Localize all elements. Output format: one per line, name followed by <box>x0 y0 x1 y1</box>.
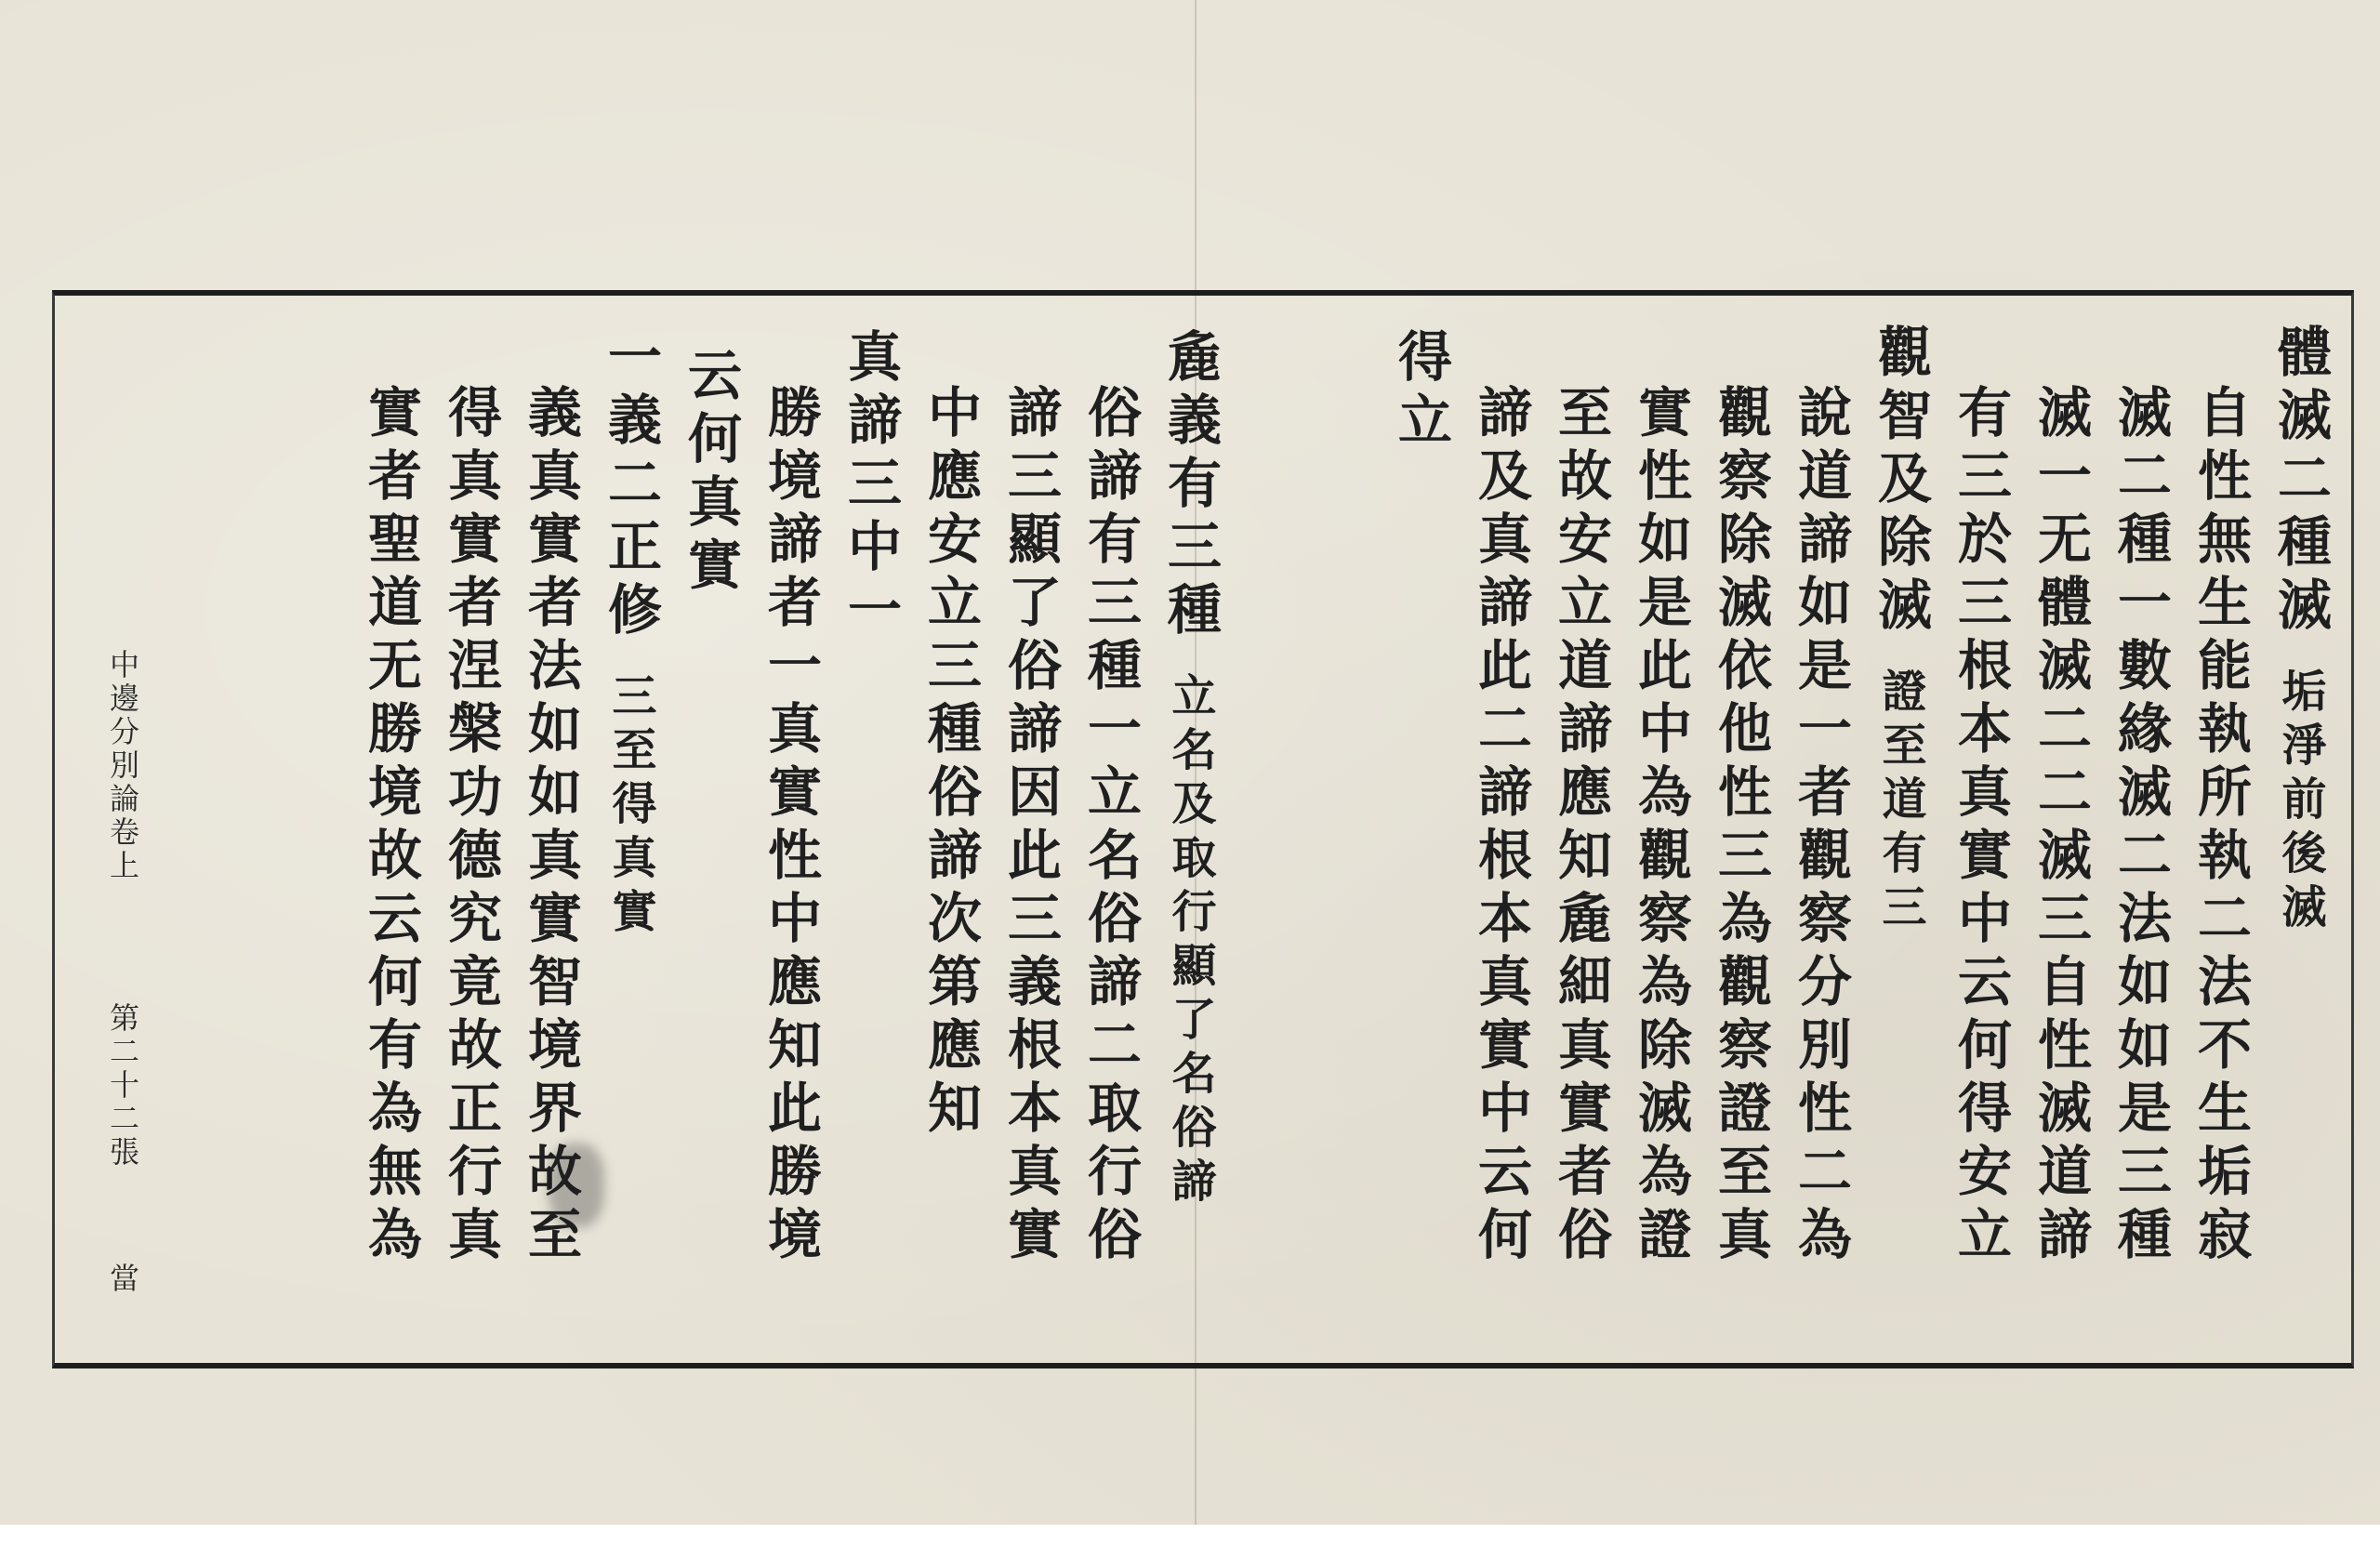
main-text: 一義二正修 <box>599 328 662 644</box>
text-column: 中應安立三種俗諦次第應知 <box>919 384 982 1143</box>
margin-mark: 當 <box>105 1263 140 1296</box>
text-column: 實者聖道无勝境故云何有為無為 <box>359 384 422 1269</box>
margin-title: 中邊分別論卷上 <box>105 649 140 883</box>
main-text: 體滅二種滅 <box>2268 324 2332 640</box>
bottom-strip <box>0 1525 2380 1547</box>
text-column: 俗諦有三種一立名俗諦二取行俗 <box>1078 384 1142 1269</box>
text-column: 云何真實 <box>679 347 742 600</box>
main-text: 觀智及除滅 <box>1869 324 1932 640</box>
main-text: 麁義有三種 <box>1158 328 1222 644</box>
text-column: 諦及真諦此二諦根本真實中云何 <box>1469 384 1532 1269</box>
text-column: 自性無生能執所執二法不生垢寂 <box>2188 384 2252 1269</box>
note-text: 證至道有三 <box>1874 668 1926 937</box>
text-column: 有三於三根本真實中云何得安立 <box>1949 384 2012 1269</box>
print-frame <box>52 290 2354 1368</box>
text-column: 諦三顯了俗諦因此三義根本真實 <box>998 384 1062 1269</box>
text-column: 實性如是此中為觀察為除滅為證 <box>1629 384 1692 1269</box>
note-text: 立名及取行顯了名俗諦 <box>1164 672 1216 1211</box>
text-column: 義真實者法如如真實智境界故至 <box>519 384 582 1269</box>
text-column: 觀察除滅依他性三為觀察證至真 <box>1709 384 1772 1269</box>
text-column: 勝境諦者一真實性中應知此勝境 <box>759 384 822 1269</box>
text-column: 得立 <box>1389 328 1452 455</box>
margin-page-label: 第二十二張 <box>105 1002 140 1170</box>
text-column <box>2268 324 2332 937</box>
text-column: 滅二種一數緣滅二法如如是三種 <box>2109 384 2172 1269</box>
note-text: 垢淨前後滅 <box>2274 668 2326 937</box>
text-column <box>1869 324 1932 937</box>
text-column: 至故安立道諦應知麁細真實者俗 <box>1549 384 1612 1269</box>
text-column <box>1158 328 1222 1211</box>
text-column: 真諦三中一 <box>839 328 902 644</box>
note-text: 三至得真實 <box>604 672 656 942</box>
text-column: 滅一无體滅二二滅三自性滅道諦 <box>2029 384 2092 1269</box>
text-column: 說道諦如是一者觀察分別性二為 <box>1789 384 1852 1269</box>
text-column: 得真實者涅槃功德究竟故正行真 <box>439 384 502 1269</box>
text-column <box>599 328 662 942</box>
